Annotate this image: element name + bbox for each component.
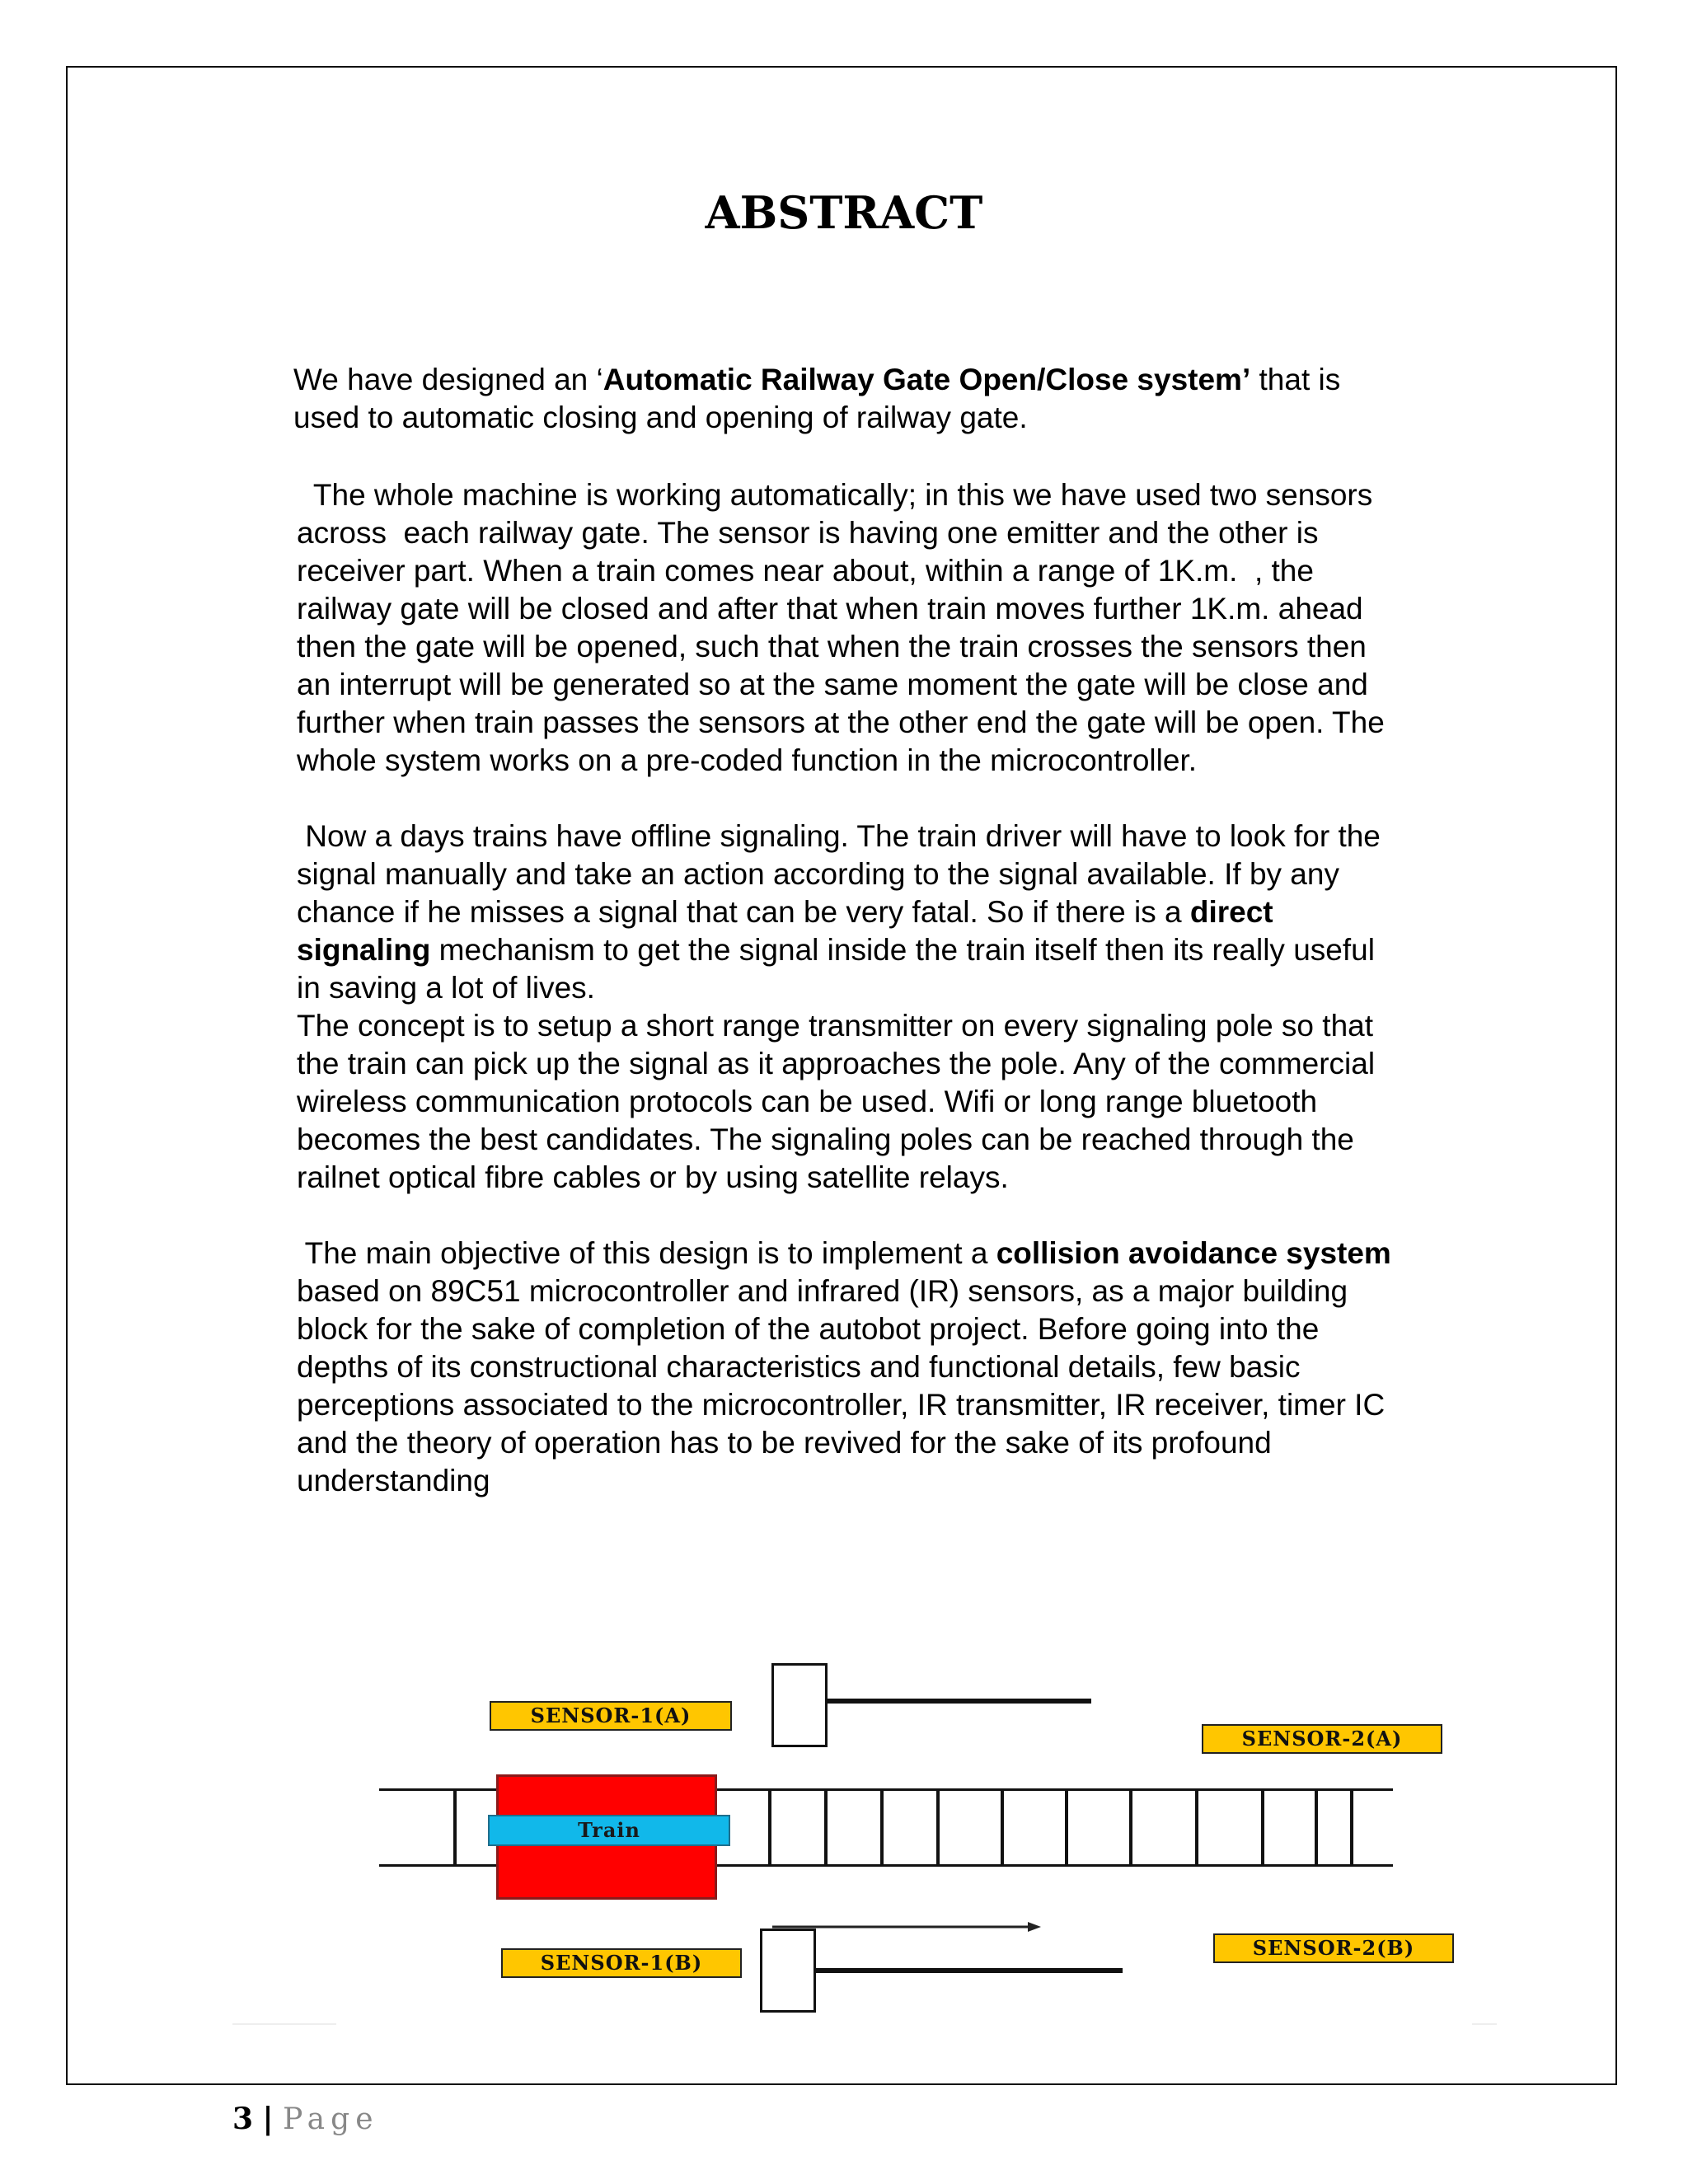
intro-text-end: that is used to automatic closing and opening of railway gate. xyxy=(293,363,1341,434)
sensor-2a-label: SENSOR-2(A) xyxy=(1202,1724,1442,1754)
rail-tie xyxy=(1195,1788,1198,1867)
rail-tie xyxy=(1129,1788,1132,1867)
gate-post-top xyxy=(771,1663,828,1747)
intro-text-start: We have designed an ‘ xyxy=(293,363,603,396)
objective-text-start: The main objective of this design is to implement a xyxy=(297,1236,996,1270)
footer-separator: | xyxy=(262,2102,274,2136)
sensor-1b-label: SENSOR-1(B) xyxy=(501,1948,742,1978)
rail-tie xyxy=(1315,1788,1318,1867)
rail-tie xyxy=(936,1788,940,1867)
rail-tie xyxy=(1261,1788,1264,1867)
collision-avoidance-keyword: collision avoidance system xyxy=(996,1236,1391,1270)
direction-arrow xyxy=(771,1919,1043,1935)
rail-tie xyxy=(824,1788,828,1867)
paragraph-working: The whole machine is working automatically; in this we have used two sensors across each railway gate. The sensor is having one emitter and the other is receiver part. When a train comes near about, within a range of 1K.m. , the railway gate will be closed and after that when train moves further 1K.m. ahead then the gate will be opened, such that when the train crosses the sensors then an interrupt will be generated so at the same moment the gate will be close and further when train passes the sensors at the other end the gate will be open. The whole system works on a pre-coded function in the microcontroller. xyxy=(297,478,1385,777)
signaling-keyword: signaling xyxy=(297,933,431,967)
train-label: Train xyxy=(488,1815,730,1846)
page-footer xyxy=(232,2102,379,2136)
divider-right xyxy=(1472,2023,1497,2025)
rail-tie xyxy=(1001,1788,1004,1867)
project-name: Automatic Railway Gate Open/Close system’ xyxy=(603,363,1251,396)
gate-post-bottom xyxy=(760,1929,816,2013)
objective-text-end: based on 89C51 microcontroller and infrared (IR) sensors, as a major building block for the sake of completion of the autobot project. Before going into the depths of its constructional characteristics and functional details, few basic perceptions associated to the microcontroller, IR transmitter, IR receiver, timer IC and the theory of operation has to be revived for the sake of its profound understanding xyxy=(297,1274,1386,1497)
rail-tie xyxy=(1065,1788,1068,1867)
rail-tie xyxy=(880,1788,884,1867)
gate-arm-top xyxy=(828,1699,1091,1704)
signaling-text-end: mechanism to get the signal inside the train itself then its really useful in saving a lot of lives. The concept is to setup a short range transmitter on every signaling pole so that the train can pick up the signal as it approaches the pole. Any of the commercial wireless communication protocols can be used. Wifi or long range bluetooth becomes the best candidates. The signaling poles can be reached through the railnet optical fibre cables or by using satellite relays. xyxy=(297,933,1376,1194)
page-title: ABSTRACT xyxy=(705,186,983,239)
rail-tie xyxy=(768,1788,771,1867)
rail-tie xyxy=(453,1788,457,1867)
sensor-1a-label: SENSOR-1(A) xyxy=(490,1701,732,1731)
page-word: Page xyxy=(283,2102,379,2136)
divider-left xyxy=(232,2023,336,2025)
page-number: 3 xyxy=(232,2102,254,2136)
direct-keyword: direct xyxy=(1189,895,1273,929)
sensor-2b-label: SENSOR-2(B) xyxy=(1213,1933,1454,1963)
signaling-text-start: Now a days trains have offline signaling. The train driver will have to look for the signal manually and take an action according to the signal available. If by any chance if he misses a signal that can be very fatal. So if there is a xyxy=(297,819,1381,929)
gate-arm-bottom xyxy=(816,1968,1123,1973)
rail-tie xyxy=(1350,1788,1353,1867)
